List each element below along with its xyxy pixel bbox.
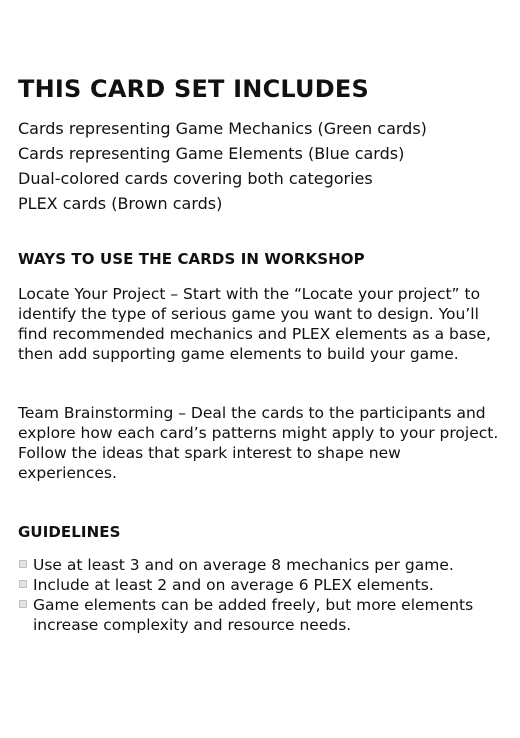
workshop-heading: WAYS TO USE THE CARDS IN WORKSHOP: [18, 250, 365, 268]
square-bullet-icon: [19, 580, 27, 588]
list-item-dual-colored-cards: Dual-colored cards covering both categories: [18, 169, 373, 188]
list-item-blue-cards: Cards representing Game Elements (Blue cards): [18, 144, 405, 163]
guideline-item-plex: [18, 575, 502, 595]
team-brainstorming-paragraph: Team Brainstorming – Deal the cards to the participants and explore how each card’s patterns might apply to your project. Follow the ideas that spark interest to shape new experiences.: [18, 404, 499, 482]
card-set-contents-list: [18, 116, 427, 216]
guideline-text: Use at least 3 and on average 8 mechanics per game.: [33, 556, 454, 574]
guidelines-list: [18, 555, 502, 635]
guideline-text: Include at least 2 and on average 6 PLEX elements.: [33, 576, 434, 594]
guideline-item-game-elements: [18, 595, 502, 635]
guidelines-heading: GUIDELINES: [18, 523, 121, 541]
square-bullet-icon: [19, 600, 27, 608]
list-item-green-cards: Cards representing Game Mechanics (Green cards): [18, 119, 427, 138]
locate-project-paragraph: Locate Your Project – Start with the “Locate your project” to identify the type of serious game you want to design. You’ll find recommended mechanics and PLEX elements as a base, then add supporting game elements to build your game.: [18, 285, 491, 363]
list-item-plex-cards: PLEX cards (Brown cards): [18, 194, 223, 213]
square-bullet-icon: [19, 560, 27, 568]
page-title: THIS CARD SET INCLUDES: [18, 75, 369, 103]
guideline-text: Game elements can be added freely, but more elements increase complexity and resource needs.: [33, 596, 474, 634]
guideline-item-mechanics: [18, 555, 502, 575]
